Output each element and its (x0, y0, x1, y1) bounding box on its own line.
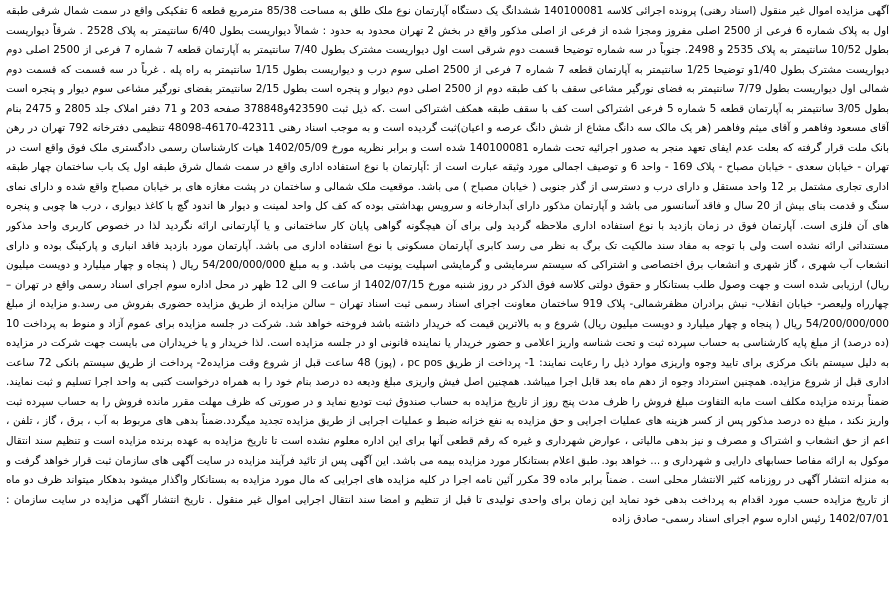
auction-notice-text: آگهی مزایده اموال غیر منقول (اسناد رهنی) پرونده اجرائی کلاسه 140100081 ششدانگ یک دستگاه آپارتمان نوع ملک طلق به مساحت 85/38 مترمربع قطعه 6 تفکیکی واقع در سمت شمال شرقی طبقه اول به پلاک شماره 6 فرعی از 2500 اصلی مفروز ومجزا شده از فرعی از اصلی مذکور واقع در بخش 2 تهران محدود به حدود : شمالاً دیواریست بطول 6/40 سانتیمتر به پلاک 2528 . شرقاً دیواریست بطول 10/52 سانتیمتر به پلاک 2535 و 2498. جنوباً در سه شماره توضیحا قسمت دوم شرقی است اول دیواریست مشترک بطول 7/40 سانتیمتر به آپارتمان قطعه 7 شماره 7 فرعی از 2500 اصلی دوم دیواریست مشترک بطول 1/40و توضیحا 1/25 سانتیمتر به آپارتمان قطعه 7 شماره 7 فرعی از 2500 اصلی سوم درب و دیواریست بطول 1/15 سانتیمتر به راه پله . غرباً در سه قسمت که قسمت دوم شمالی اول دیواریست بطول 7/79 سانتیمتر به فضای نورگیر مشاعی سقف با کف طبقه دوم از 2500 اصلی دوم دیوار و پنجره است بطول 2/15 سانتیمتر بفضای نورگیر مشاعی سوم دیوار و پنجره است بطول 3/05 سانتیمتر به آپارتمان قطعه 5 شماره 5 فرعی اشتراکی است کف با سقف طبقه همکف اشتراکی است .که ذیل ثبت 423590و378848 صفحه 203 و 71 دفتر املاک جلد 2805 و 2475 بنام آقای مسعود وفاهمر و آقای میثم وفاهمر (هر یک مالک سه دانگ مشاع از شش دانگ عرصه و اعیان)ثبت گردیده است و به موجب اسناد رهنی 42311-46170-48098 تنظیمی دفترخانه 792 تهران در رهن بانک ملت قرار گرفته که بعلت عدم ایفای تعهد منجر به صدور اجرائیه تحت شماره 140100081 شده است و برابر نظریه مورخ 1402/05/09 هیات کارشناسان رسمی دادگستری ملک فوق واقع است در تهران - خیابان سعدی - خیابان مصباح - پلاک 169 - واحد 6 و توصیف اجمالی مورد وثیقه عبارت است از :آپارتمان با نوع استفاده اداری واقع در سمت شمال شرق طبقه اول یک باب ساختمان چهار طبقه اداری تجاری مشتمل بر 12 واحد مستقل و دارای درب و دسترسی از گذر جنوبی ( خیابان مصباح ) می باشد. موقعیت ملک شمالی و ساختمان در پشت مغازه های بر خیابان مصباح واقع شده و دارای نمای سنگ و قدمت بنای بیش از 20 سال و فاقد آسانسور می باشد و آپارتمان مذکور دارای آبدارخانه و سرویس بهداشتی بوده که کف کل واحد لمینت و دیوار ها اندود گچ با کاغذ دیواری ، درب ها چوبی و پنجره های آن فلزی است. آپارتمان فوق در زمان بازدید با نوع استفاده اداری ملاحظه گردید ولی برای آن هیچگونه گواهی پایان کار ساختمانی و یا آپارتمانی ارائه نگردید لذا در خصوص کاربری واحد مذکور مستنداتی ارائه نشده است ولی با توجه به مفاد سند مالکیت تک برگ به نظر می رسد کابری آپارتمان مسکونی با نوع استفاده اداری می باشد. آپارتمان مورد بازدید فاقد انباری و پارکینگ بوده و دارای انشعاب آب شهری ، گاز شهری و انشعاب برق اختصاصی و اشتراکی که سیستم سرمایشی و گرمایشی اسپلیت یونیت می باشد. و به مبلغ 54/200/000/000 ریال ( پنجاه و چهار میلیارد و دویست میلیون ریال) ارزیابی شده است و جهت وصول طلب بستانکار و حقوق دولتی کلاسه فوق الذکر در روز شنبه مورخ 1402/07/15 از ساعت 9 الی 12 ظهر در محل اداره سوم اجرای اسناد رسمی واقع در تهران – چهارراه ولیعصر- خیابان انقلاب- نبش برادران مظفرشمالی- پلاک 919 ساختمان معاونت اجرای اسناد رسمی ثبت اسناد تهران – سالن مزایده از طریق مزایده حضوری بفروش می رسد.و مزایده از مبلغ 54/200/000/000 ریال ( پنجاه و چهار میلیارد و دویست میلیون ریال) شروع و به بالاترین قیمت که خریدار داشته باشد فروخته خواهد شد. شرکت در جلسه مزایده برای عموم آزاد و منوط به پرداخت 10 (ده درصد) از مبلغ پایه کارشناسی به حساب سپرده ثبت و تحت شناسه واریز اعلامی و حضور خریدار یا نماینده قانونی او در جلسه مزایده است. لذا خریدار و یا خریداران می بایست جهت شرکت در مزایده به دلیل سیستم بانک مرکزی برای تایید وجوه واریزی موارد ذیل را رعایت نمایند: 1- پرداخت از طریق pc pos ، (پوز) 48 ساعت قبل از شروع وقت مزایده2- پرداخت از طریق سیستم بانکی 72 ساعت اداری قبل از شروع مزایده. همچنین استرداد وجوه از دهم ماه بعد قابل اجرا میباشد. همچنین اصل فیش واریزی مبلغ ودیعه ده درصد بنام خود را به همراه درخواست کتبی به واحد اجرا تسلیم و ثبت نمایند. ضمناً برنده مزایده مکلف است مابه التفاوت مبلغ فروش را ظرف مدت پنج روز از تاریخ مزایده به حساب صندوق ثبت تودیع نماید و در صورتی که ظرف مهلت مقرر مانده فروش را به حساب سپرده ثبت واریز نکند ، مبلغ ده درصد مذکور پس از کسر هزینه های عملیات اجرایی و حق مزایده به نفع خزانه ضبط و عملیات اجرایی از طریق مزایده تجدید میگردد.ضمناً بدهی های مربوط به آب ، برق ، گاز ، تلفن ، اعم از حق انشعاب و اشتراک و مصرف و نیز بدهی مالیاتی ، عوارض شهرداری و غیره که رقم قطعی آنها برای این اداره معلوم نشده است تا تاریخ مزایده به عهده برنده مزایده است و تنظیم سند انتقال موکول به ارائه مفاصا حسابهای دارایی و شهرداری و ... خواهد بود. طبق اعلام بستانکار مورد مزایده بیمه می باشد. این آگهی پس از تائید فرآیند مزایده در سایت آگهی های سازمان ثبت قرار خواهد گرفت و به منزله انتشار آگهی در روزنامه کثیر الانتشار محلی است . ضمناً برابر ماده 39 مکرر آئین نامه اجرا در کلیه مزایده های اجرایی که مال مورد مزایده به بستانکار واگذار میشود بدهکار میتواند ظرف دو ماه از تاریخ مزایده حسب مورد اقدام به پرداخت بدهی خود نماید این زمان برای واحدی تولیدی تا قبل از تنظیم و امضا سند انتقال اجرایی اموال غیر منقول . تاریخ انتشار آگهی مزایده در سایت سازمان : 1402/07/01 رئیس اداره سوم اجرای اسناد رسمی- صادق زاده (6, 5, 889, 526)
auction-notice-document (6, 2, 889, 609)
